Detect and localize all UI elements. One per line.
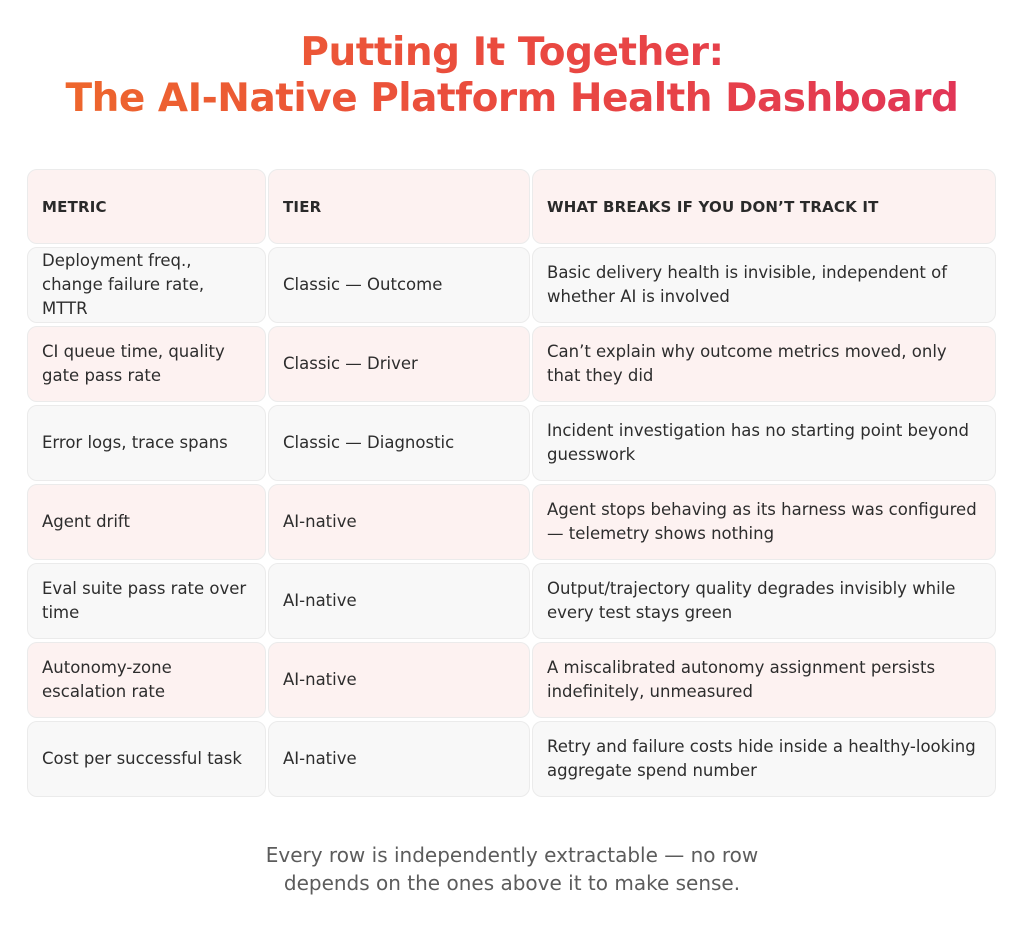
footnote-line-2: depends on the ones above it to make sense. [283,871,741,895]
table-cell-what-breaks: A miscalibrated autonomy assignment persists indefinitely, unmeasured [532,642,996,718]
table-cell-tier: Classic — Diagnostic [268,405,530,481]
table-cell-what-breaks: Incident investigation has no starting point beyond guesswork [532,405,996,481]
table-cell-what-breaks: Can’t explain why outcome metrics moved, only that they did [532,326,996,402]
metrics-table [27,169,996,797]
table-cell-metric: CI queue time, quality gate pass rate [27,326,266,402]
header-metric: METRIC [27,169,266,244]
table-cell-what-breaks: Retry and failure costs hide inside a healthy-looking aggregate spend number [532,721,996,797]
table-cell-metric: Autonomy-zone escalation rate [27,642,266,718]
header-tier: TIER [268,169,530,244]
table-cell-tier: AI-native [268,721,530,797]
table-cell-metric: Agent drift [27,484,266,560]
title-line-1: Putting It Together: [0,30,1024,76]
table-cell-what-breaks: Basic delivery health is invisible, independent of whether AI is involved [532,247,996,323]
footnote-line-1: Every row is independently extractable — no row [265,843,759,867]
table-cell-tier: AI-native [268,563,530,639]
table-cell-what-breaks: Agent stops behaving as its harness was configured — telemetry shows nothing [532,484,996,560]
table-cell-tier: Classic — Driver [268,326,530,402]
table-cell-metric: Error logs, trace spans [27,405,266,481]
footnote [0,841,1024,897]
table-cell-metric: Cost per successful task [27,721,266,797]
table-cell-tier: AI-native [268,642,530,718]
title-line-2: The AI-Native Platform Health Dashboard [0,76,1024,122]
page-title [0,30,1024,122]
table-cell-metric: Deployment freq., change failure rate, MTTR [27,247,266,323]
table-cell-tier: Classic — Outcome [268,247,530,323]
table-cell-metric: Eval suite pass rate over time [27,563,266,639]
header-what-breaks: WHAT BREAKS IF YOU DON’T TRACK IT [532,169,996,244]
table-cell-tier: AI-native [268,484,530,560]
table-cell-what-breaks: Output/trajectory quality degrades invisibly while every test stays green [532,563,996,639]
